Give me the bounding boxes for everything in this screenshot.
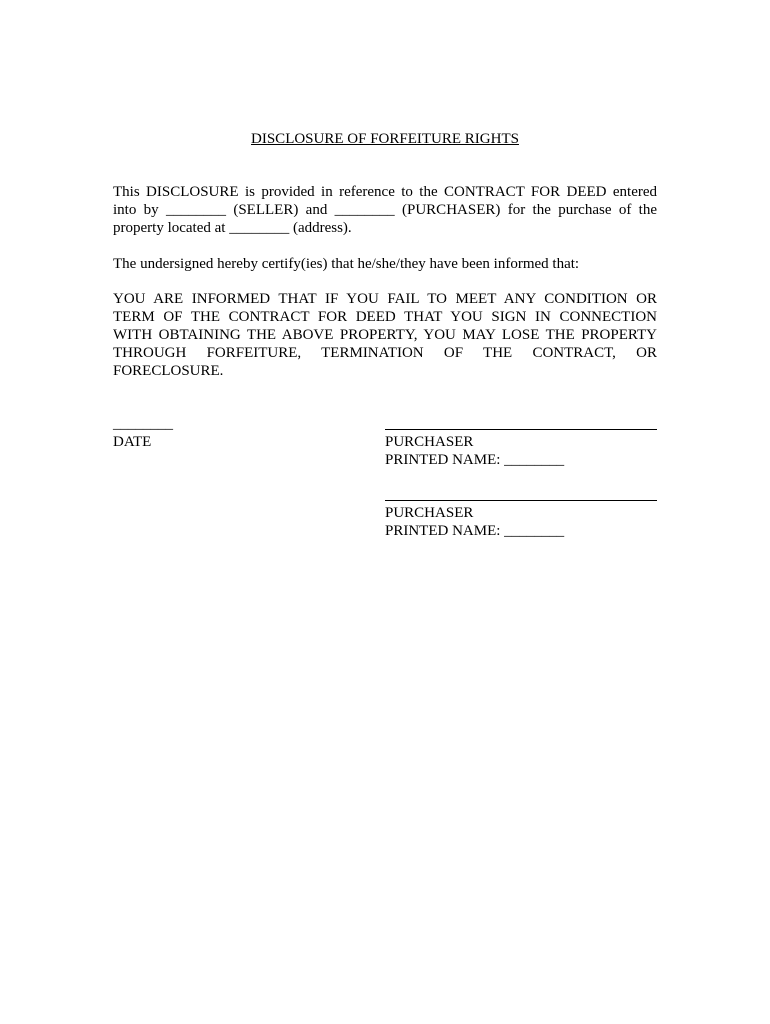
disclosure-line-2: into by ________ (SELLER) and ________ (PURCHASER) for the purchase of the [113, 202, 657, 218]
warning-line-2: TERM OF THE CONTRACT FOR DEED THAT YOU SIGN IN CONNECTION [113, 309, 657, 325]
document-title: DISCLOSURE OF FORFEITURE RIGHTS [251, 131, 519, 147]
warning-line-3: WITH OBTAINING THE ABOVE PROPERTY, YOU MAY LOSE THE PROPERTY [113, 327, 657, 343]
purchaser-2-label: PURCHASER [385, 505, 474, 521]
purchaser-1-signature-line [385, 429, 657, 430]
purchaser-2-signature-line [385, 500, 657, 501]
warning-line-5: FORECLOSURE. [113, 363, 224, 379]
disclosure-paragraph [113, 183, 657, 237]
date-label: DATE [113, 434, 152, 450]
purchaser-2-printed-name: PRINTED NAME: ________ [385, 523, 565, 539]
purchaser-1-printed-name: PRINTED NAME: ________ [385, 452, 565, 468]
warning-line-4: THROUGH FORFEITURE, TERMINATION OF THE CONTRACT, OR [113, 345, 657, 361]
warning-paragraph [113, 290, 657, 380]
purchaser-1-label: PURCHASER [385, 434, 474, 450]
date-blank: ________ [113, 416, 173, 432]
certification-paragraph [113, 255, 657, 273]
disclosure-line-3: property located at ________ (address). [113, 220, 352, 236]
warning-line-1: YOU ARE INFORMED THAT IF YOU FAIL TO MEET ANY CONDITION OR [113, 291, 657, 307]
disclosure-line-1: This DISCLOSURE is provided in reference to the CONTRACT FOR DEED entered [113, 184, 657, 200]
certification-text: The undersigned hereby certify(ies) that he/she/they have been informed that: [113, 256, 580, 272]
